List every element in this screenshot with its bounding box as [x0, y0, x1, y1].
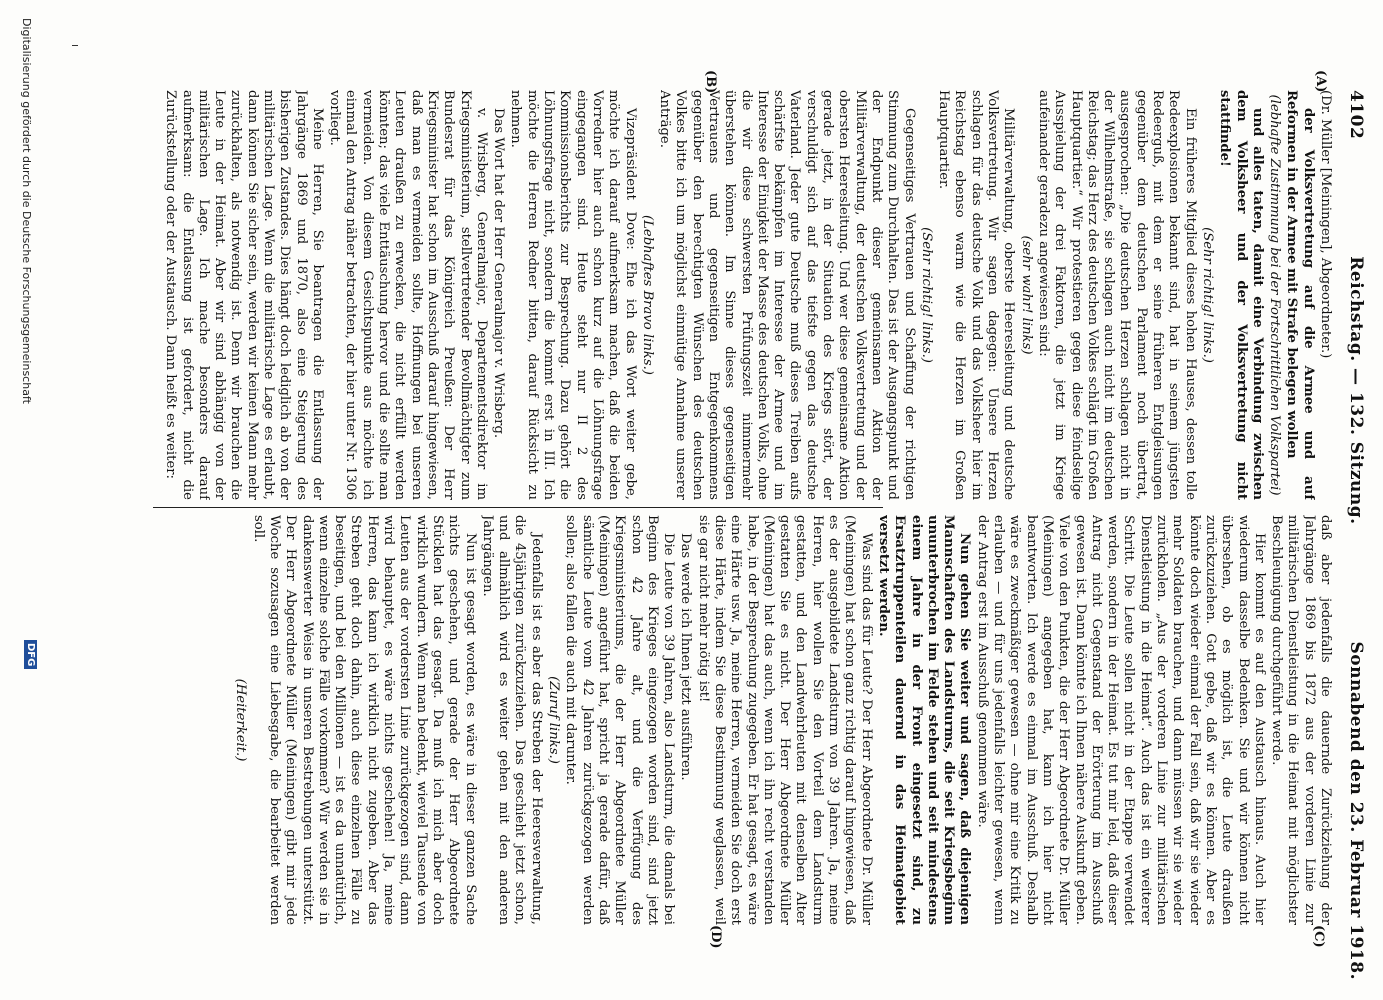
margin-letter-a: (A) — [1313, 70, 1328, 93]
paragraph: Vizepräsident Dove: Ehe ich das Wort weiter gebe, möchte ich darauf aufmerksam machen, daß die beiden Vorredner hier auch schon kurz auf die Löhnungsfrage eingegangen sind. Heute steht nur II 2 des Kommissionsberichts zur Besprechung. Dazu gehört die Löhnungsfrage nicht, sondern die kommt erst in III. Ich möchte die Herren Redner bitten, darauf Rücksicht zu nehmen. — [508, 90, 638, 500]
paragraph: Gegenseitiges Vertrauen und Schaffung der richtigen Stimmung zum Durchhalten. Das ist der Ausgangspunkt und der Endpunkt dieser gemeinsamen Aktion der Militärverwaltung, der deutschen Volksvertretung und der obersten Heeresleitung. Und wer diese gemeinsame Aktion gerade jetzt, in der Situation des Kriegs stört, der verschuldigt sich auf das tiefste gegen das deutsche Vaterland. Jeder gute Deutsche muß dieses Treiben aufs schärfste bekämpfen im Interesse der Armee und im Interesse der Einigkeit der Masse des deutschen Volks, ohne die wir diese schwersten Prüfungszeit nimmermehr überstehen können. Im Sinne dieses gegenseitigen Vertrauens und gegenseitigen Entgegenkommens gegenüber den berechtigten Wünschen des deutschen Volkes bitte ich um möglichst einmütige Annahme unserer Anträge. — [657, 90, 917, 500]
page-title: Reichstag. — 132. Sitzung. — [1346, 256, 1366, 525]
interjection: (Sehr richtig! links.) — [918, 227, 934, 363]
interjection: (Sehr richtig! links.) — [1199, 227, 1215, 363]
paragraph: und alles taten, damit eine Verbindung zwischen dem Volksheer und der Volksvertretung nicht stattfinde! — [1217, 90, 1265, 500]
interjection: (sehr wahr! links) — [1018, 235, 1034, 355]
paragraph: Was sind das für Leute? Der Herr Abgeordnete Dr. Müller (Meiningen) hat schon ganz richtig darauf hingewiesen, daß es der ausgebildete Landsturm von 39 Jahren. Ja, meine Herren, hier wollen Sie den Vorteil dem Landsturm gestatten, und den Landwehrleuten mit denselben Alter gestatten Sie es nicht. Der Herr Abgeordnete Müller (Meiningen) hat das auch, wenn ich ihn recht verstanden habe, in der Besprechung zugegeben. Er hat gesagt, es wäre eine Härte usw. Ja, meine Herren, vermeiden Sie doch erst diese Härte, indem Sie diese Bestimmung weglassen, weil sie gar nicht mehr nötig ist! — [695, 515, 874, 925]
interjection: (lebhafte Zustimmung bei der Fortschrittlichen Volkspartei) — [1267, 94, 1283, 496]
paragraph: Meine Herren, Sie beantragen die Entlassung der Jahrgänge 1869 und 1870, also eine Steigerung des bisherigen Zustandes. Dies hängt doch lediglich ab von der militärischen Lage. Wenn die militärische Lage es erlaubt, dann können Sie sicher sein, werden wir keinen Mann mehr zurückhalten, als notwendig ist. Denn wir brauchen die Leute in der Heimat. Aber wir sind abhängig von der militärischen Lage. Ich mache besonders darauf aufmerksam: die Entlassung ist gefordert, nicht die Zurückstellung oder der Austausch. Dann heißt es weiter: — [163, 90, 325, 500]
paragraph: (Dr. Müller [Meiningen], Abgeordneter.) — [1318, 90, 1333, 359]
paragraph: Ein früheres Mitglied dieses hohen Hauses, dessen tolle Redeexplosionen bekannt sind, hat in seinem jüngsten Redeerguß, mit dem er seine früheren Entgleisungen gegenüber dem deutschen Parlament noch übertrat, ausgesprochen: „Die deutschen Herzen schlagen nicht in der Wilhelmstraße, sie schlagen auch nicht im deutschen Reichstag; das Herz des deutschen Volkes schlägt im Großen Hauptquartier.“ Wir protestieren gegen diese feindselige Ausspielung der drei Faktoren, die jetzt im Kriege aufeinander geradezu angewiesen sind: — [1035, 90, 1198, 500]
paragraph: Nun ist gesagt worden, es wäre in dieser ganzen Sache nichts geschehen, und gerade der Herr Abgeordnete Stücklen hat das gesagt. Da muß ich mich aber doch wirklich wundern. Wenn man bedenkt, wieviel Tausende von Leuten aus der vordersten Linie zurückgezogen sind, dann wird behauptet, es wäre nichts geschehen! Ja, meine Herren, das kann ich wirklich nicht zugeben. Aber das Streben geht doch dahin, auch diese einzelnen Fälle zu beseitigen, und bei den Millionen — ist es da unnatürlich, wenn einzelne solche Fälle vorkommen? Wir werden sie in dankenswerter Weise in unseren Bestrebungen unterstützt. Der Herr Abgeordnete Müller (Meiningen) gibt mir jede Woche sozusagen eine Liebesgabe, die bearbeitet werden soll. — [250, 515, 478, 925]
paragraph: Militärverwaltung, oberste Heeresleitung und deutsche Volksvertretung. Wir sagen dagegen: Unsere Herzen schlagen für das deutsche Volk und das Volksheer hier im Reichstag ebenso warm wie die Herzen im Großen Hauptquartier. — [936, 90, 1017, 500]
margin-tick — [72, 45, 78, 46]
paragraph: daß aber jedenfalls die dauernde Zurückziehung der Jahrgänge 1869 bis 1872 aus der vorderen Linie zur militärischen Dienstleistung in die Heimat mit möglichster Beschleunigung durchgeführt werde. — [1269, 515, 1333, 925]
page-number: 4102 — [1346, 90, 1366, 140]
paragraph: Jedenfalls ist es aber das Streben der Heeresverwaltung, die 45jährigen zurückzuziehen. Das geschieht jetzt schon, und allmählich wird es weiter gehen mit den anderen Jahrgängen. — [479, 515, 544, 925]
paragraph: Die Leute von 39 Jahren, also Landsturm, die damals bei Beginn des Krieges eingezogen worden sind, sind jetzt schon 42 Jahre alt, und die Verfügung des Kriegsministeriums, die der Herr Abgeordnete Müller (Meiningen) angeführt hat, spricht ja gerade dafür, daß sämtliche Leute vom 42 Jahren zurückgezogen werden sollen; also fallen die auch mit darunter. — [563, 515, 677, 925]
interjection: (Heiterkeit.) — [233, 678, 249, 762]
left-column — [103, 90, 1333, 500]
funding-note: Digitalisierung gefördert durch die Deutsche Forschungsgemeinschaft — [20, 18, 33, 404]
right-column — [103, 515, 1333, 925]
paragraph: v. Wrisberg, Generalmajor, Departementsdirektor im Kriegsministerium, stellvertretender Bevollmächtigter zum Bundesrat für das Königreich Preußen: Der Herr Kriegsminister hat schon im Ausschuß darauf hingewiesen, daß man es vermeiden sollte, Hoffnungen bei unseren Leuten draußen zu erwecken, die nicht erfüllt werden könnten; das viele Enttäuschung hervor und die sollte man vermeiden. Von diesem Gesichtspunkte aus möchte ich einmal den Antrag näher betrachten, der hier unter Nr. 1306 vorliegt. — [327, 90, 489, 500]
paragraph: Nun gehen Sie weiter und sagen, daß diejenigen Mannschaften des Landsturms, die seit Kriegsbeginn ununterbrochen im Felde stehen und seit mindestens einem Jahre in der Front eingesetzt sind, zu Ersatztruppenteilen dauernd in das Heimatgebiet versetzt werden. — [875, 515, 973, 925]
paragraph: Hier kommt es auf den Austausch hinaus. Auch hier wiederum dasselbe Bedenken. Sie und wir können nicht übersehen, ob es möglich ist, die Leute draußen zurückzuziehen. Gott gebe, daß wir es können. Aber es könnte doch wieder einmal der Fall sein, daß wir sie wieder mehr Soldaten brauchen, und dann müssen wir sie wieder zurückholen. „Aus der vorderen Linie zur militärischen Dienstleistung in die Heimat“. Auch das ist ein weiterer Schritt. Die Leute sollen nicht in der Etappe verwendet werden, sondern in der Heimat. Es tut mir leid, daß dieser Antrag nicht Gegenstand der Erörterung im Ausschuß gewesen ist. Dann könnte ich Ihnen nähere Auskunft geben. Viele von den Punkten, die der Herr Abgeordnete Dr. Müller (Meiningen) angegeben hat, kann ich hier nicht beantworten. Ich werde es einmal im Ausschuß. Deshalb wäre es zweckmäßiger gewesen — ohne mir eine Kritik zu erlauben — und für uns jedenfalls leichter gewesen, wenn der Antrag erst im Ausschuß genommen wäre. — [974, 515, 1267, 925]
page-header — [1339, 90, 1373, 980]
paragraph: Das werde ich Ihnen jetzt ausführen. — [678, 533, 694, 781]
margin-letter-c: (C) — [1311, 925, 1326, 948]
paragraph: der Volksvertretung auf die Armee und auf Reformen in der Armee mit Strafe belegen wollen — [1284, 90, 1316, 500]
page-date: Sonnabend den 23. Februar 1918. — [1346, 641, 1366, 980]
interjection: (Lebhaftes Bravo links.) — [639, 215, 655, 375]
paragraph: Das Wort hat der Herr Generalmajor v. Wrisberg. — [491, 108, 507, 439]
column-divider — [153, 507, 883, 508]
interjection: (Zuruf links.) — [546, 676, 562, 764]
dfg-logo: DFG — [24, 640, 37, 669]
margin-letter-b: (B) — [703, 70, 718, 94]
margin-letter-d: (D) — [708, 925, 723, 949]
